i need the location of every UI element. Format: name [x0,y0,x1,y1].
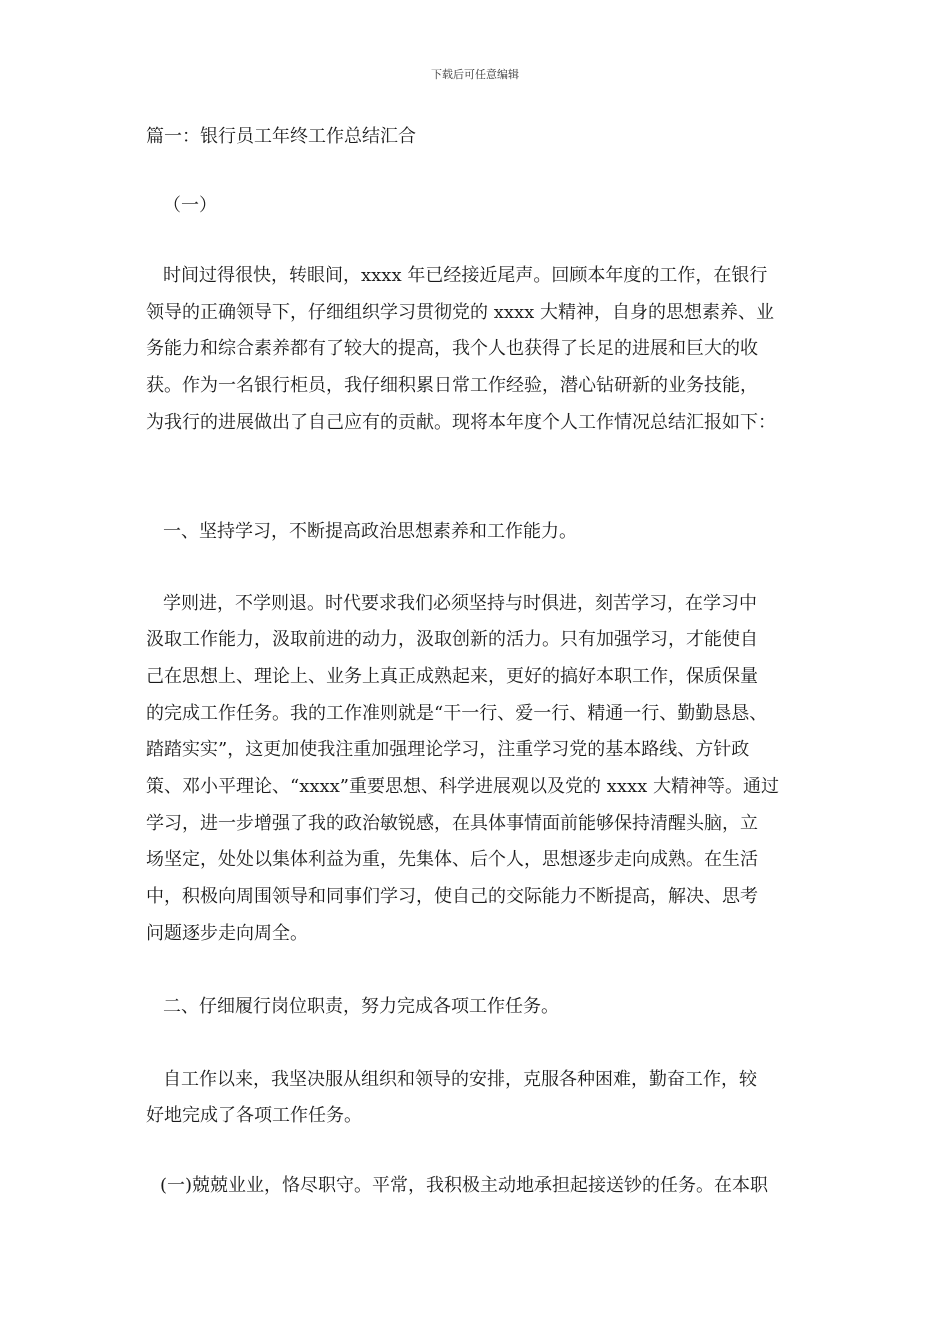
paragraph-line: 踏踏实实”，这更加使我注重加强理论学习，注重学习党的基本路线、方针政 [146,739,750,760]
paragraph-line: 务能力和综合素养都有了较大的提高，我个人也获得了长足的进展和巨大的收 [146,338,758,359]
paragraph-line: 获。作为一名银行柜员，我仔细积累日常工作经验，潜心钻研新的业务技能， [146,375,758,396]
paragraph-line: 时间过得很快，转眼间，xxxx 年已经接近尾声。回顾本年度的工作，在银行 [163,265,768,286]
paragraph-line: 己在思想上、理论上、业务上真正成熟起来，更好的搞好本职工作，保质保量 [146,666,758,687]
paragraph-line: 汲取工作能力，汲取前进的动力，汲取创新的活力。只有加强学习，才能使自 [146,629,758,650]
paragraph-line: 场坚定，处处以集体利益为重，先集体、后个人，思想逐步走向成熟。在生活 [146,849,758,870]
section-marker: （一） [163,195,217,216]
paragraph-line: (一)兢兢业业，恪尽职守。平常，我积极主动地承担起接送钞的任务。在本职 [160,1175,769,1196]
paragraph-line: 为我行的进展做出了自己应有的贡献。现将本年度个人工作情况总结汇报如下： [146,412,776,433]
document-title: 篇一：银行员工年终工作总结汇合 [146,126,416,147]
section-heading: 一、坚持学习，不断提高政治思想素养和工作能力。 [163,521,577,542]
paragraph-line: 自工作以来，我坚决服从组织和领导的安排，克服各种困难，勤奋工作，较 [163,1069,757,1090]
paragraph-line: 学习，进一步增强了我的政治敏锐感，在具体事情面前能够保持清醒头脑，立 [146,813,758,834]
paragraph-line: 策、邓小平理论、“xxxx”重要思想、科学进展观以及党的 xxxx 大精神等。通过 [146,776,780,797]
paragraph-line: 领导的正确领导下，仔细组织学习贯彻党的 xxxx 大精神，自身的思想素养、业 [146,302,775,323]
header-note: 下载后可任意编辑 [431,68,519,81]
paragraph-line: 好地完成了各项工作任务。 [146,1105,362,1126]
paragraph-line: 学则进，不学则退。时代要求我们必须坚持与时俱进，刻苦学习，在学习中 [163,593,757,614]
paragraph-line: 的完成工作任务。我的工作准则就是“干一行、爱一行、精通一行、勤勤恳恳、 [146,703,768,724]
section-heading: 二、仔细履行岗位职责，努力完成各项工作任务。 [163,996,559,1017]
paragraph-line: 中，积极向周围领导和同事们学习，使自己的交际能力不断提高，解决、思考 [146,886,758,907]
paragraph-line: 问题逐步走向周全。 [146,923,308,944]
